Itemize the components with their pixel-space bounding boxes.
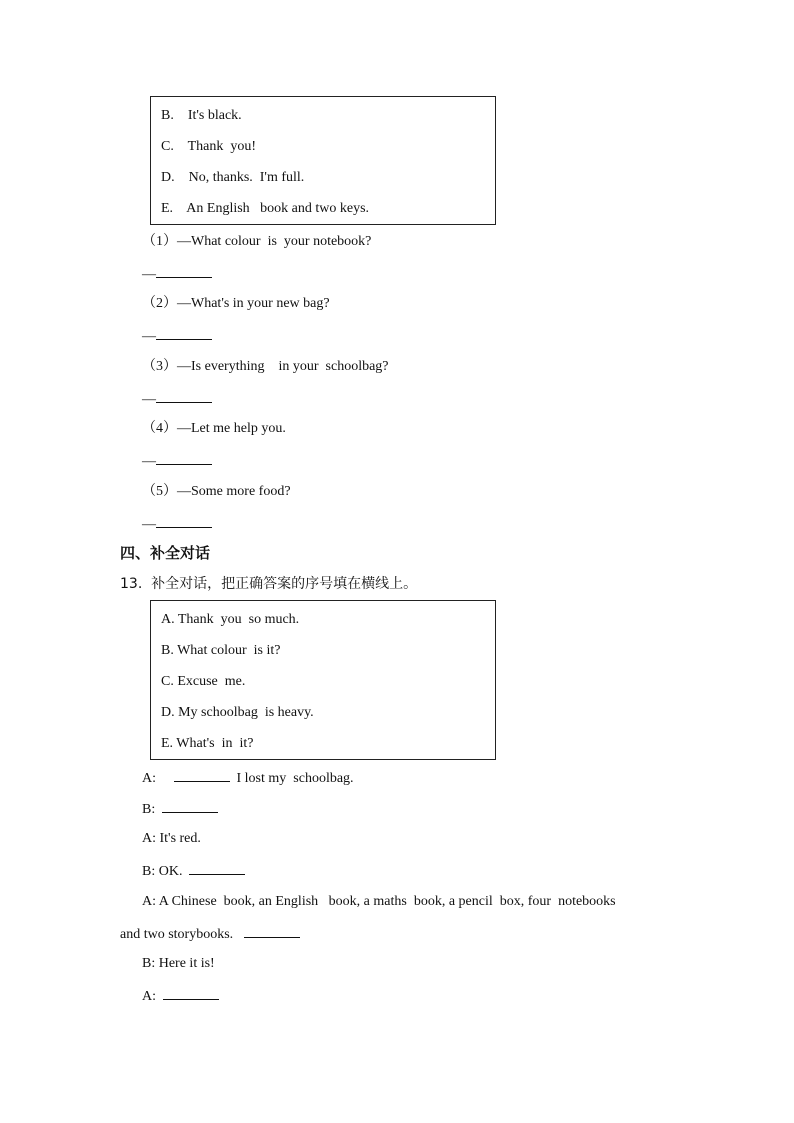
option-b: B. It's black. — [161, 108, 242, 123]
options-box-1 — [150, 96, 496, 225]
answer-blank[interactable] — [174, 769, 230, 782]
dialogue-text: A: — [142, 771, 174, 786]
answer-prefix: — — [142, 329, 156, 344]
question-5: （5）—Some more food? — [142, 484, 291, 499]
answer-blank[interactable] — [162, 800, 218, 813]
answer-line-4 — [142, 452, 212, 470]
answer-blank[interactable] — [189, 862, 245, 875]
dialogue-text: B: — [142, 802, 163, 817]
dialogue-line-3 — [142, 831, 201, 847]
answer-line-2 — [142, 327, 212, 345]
dialogue-line-6 — [120, 925, 300, 943]
answer-line-3 — [142, 390, 212, 408]
option-a: A. Thank you so much. — [161, 612, 300, 627]
question-2: （2）—What's in your new bag? — [142, 296, 330, 311]
option-c: C. Excuse me. — [161, 674, 246, 689]
dialogue-text: A: A Chinese book, an English book, a maths book, a pencil box, four notebooks — [142, 894, 616, 909]
dialogue-text: B: Here it is! — [142, 956, 215, 971]
question-1: （1）—What colour is your notebook? — [142, 234, 372, 249]
option-d: D. No, thanks. I'm full. — [161, 170, 305, 185]
answer-blank[interactable] — [156, 327, 212, 340]
answer-blank[interactable] — [156, 390, 212, 403]
dialogue-text: I lost my schoolbag. — [229, 771, 354, 786]
answer-prefix: — — [142, 267, 156, 282]
answer-prefix: — — [142, 392, 156, 407]
dialogue-line-2 — [142, 800, 218, 818]
answer-blank[interactable] — [244, 925, 300, 938]
option-c: C. Thank you! — [161, 139, 257, 154]
answer-line-5 — [142, 515, 212, 533]
option-e: E. An English book and two keys. — [161, 201, 370, 216]
answer-line-1 — [142, 265, 212, 283]
answer-blank[interactable] — [156, 515, 212, 528]
section-heading: 四、补全对话 — [120, 544, 211, 562]
answer-prefix: — — [142, 517, 156, 532]
dialogue-line-7 — [142, 956, 215, 972]
answer-blank[interactable] — [163, 987, 219, 1000]
question-3: （3）—Is everything in your schoolbag? — [142, 359, 389, 374]
dialogue-line-8 — [142, 987, 219, 1005]
dialogue-text: B: OK. — [142, 864, 190, 879]
question-13: 13. 补全对话，把正确答案的序号填在横线上。 — [120, 576, 418, 592]
dialogue-text: A: — [142, 989, 163, 1004]
dialogue-text: A: It's red. — [142, 831, 201, 846]
dialogue-line-1 — [142, 769, 354, 787]
answer-prefix: — — [142, 454, 156, 469]
answer-blank[interactable] — [156, 265, 212, 278]
option-d: D. My schoolbag is heavy. — [161, 705, 314, 720]
option-b: B. What colour is it? — [161, 643, 281, 658]
option-e: E. What's in it? — [161, 736, 254, 751]
options-box-2 — [150, 600, 496, 760]
dialogue-line-5 — [142, 894, 616, 910]
answer-blank[interactable] — [156, 452, 212, 465]
question-4: （4）—Let me help you. — [142, 421, 286, 436]
dialogue-line-4 — [142, 862, 245, 880]
dialogue-text: and two storybooks. — [120, 927, 244, 942]
